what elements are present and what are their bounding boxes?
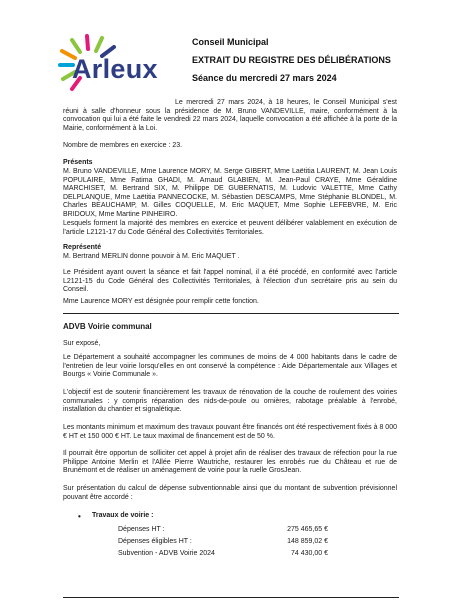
bullet-icon: • <box>78 512 81 521</box>
document-title: EXTRAIT DU REGISTRE DES DÉLIBÉRATIONS <box>192 55 391 65</box>
represente-heading: Représenté <box>63 244 102 251</box>
represente-text: M. Bertrand MERLIN donne pouvoir à M. Eric MAQUET . <box>63 253 240 260</box>
appel-paragraph: Le Président ayant ouvert la séance et fait l'appel nominal, il a été procédé, en conformité avec l'article L2121-15 du Code Général des Collectivités Territoriales, à l'élection d'un secrétaire pris au sein du Conseil. <box>63 269 397 294</box>
paragraph-departement: Le Département a souhaité accompagner les communes de moins de 4 000 habitants dans le cadre de l'entretien de leur voirie lorsqu'elles en ont conservé la compétence : Aide Départementale aux Villages et Bourgs « Voirie Communale ». <box>63 354 397 379</box>
paragraph-presentation: Sur présentation du calcul de dépense subventionnable ainsi que du montant de subvention prévisionnel pouvant être accordé : <box>63 485 397 501</box>
paragraph-objectif: L'objectif est de soutenir financièrement les travaux de rénovation de la couche de roulement des voiries communales : y compris réparation des nids-de-poule ou ornières, rabotage préalable à l'enrobé, installation du chantier et signalétique. <box>63 389 397 414</box>
row-subvention-label: Subvention - ADVB Voirie 2024 <box>118 550 215 557</box>
arleux-logo <box>58 34 176 92</box>
row-depenses-value: 275 465,65 € <box>287 526 328 533</box>
presents-list: M. Bruno VANDEVILLE, Mme Laurence MORY, M. Serge GIBERT, Mme Laëtitia LAURENT, M. Jean Louis POPULAIRE, Mme Fatima GHADI, M. Arnaud GLABIEN, M. Jean-Paul CRAYE, Mme Géraldine MARCHISET, M. Bertrand SIX, M. Philippe DE GUBERNATIS, M. Ludovic VALETTE, Mme Cathy DELPLANQUE, Mme Laëtitia PANNECOCKE, M. Sébastien DESCAMPS, Mme Stéphanie BLONDEL, M. Charles BEAUCHAMP, M. Gilles COQUELLE, M. Eric MAQUET, Mme Sophie LEFEBVRE, M. Eric BRIDOUX, Mme Martine PINHEIRO. <box>63 168 397 218</box>
paragraph-projet: Il pourrait être opportun de solliciter cet appel à projet afin de réaliser des travaux de réfection pour la rue Philippe Antoine Merlin et l'Allée Pierre Wautriche, restaurer les enrobés rue du Château et rue de Brunémont et de réaliser un aménagement de voirie pour la ruelle GrosJean. <box>63 450 397 475</box>
paragraph-montants: Les montants minimum et maximum des travaux pouvant être financés ont été respectivement fixés à 8 000 € HT et 150 000 € HT. Le taux maximal de financement est de 50 %. <box>63 424 397 440</box>
intro-paragraph: Le mercredi 27 mars 2024, à 18 heures, le Conseil Municipal s'est réuni à salle d'honneur sous la présidence de M. Bruno VANDEVILLE, maire, conformément à la convocation qui lui a été faite le vendredi 22 mars 2024, laquelle convocation a été affichée à la porte de la Mairie, conformément à la Loi. <box>63 99 397 132</box>
bottom-divider <box>63 597 399 598</box>
secretaire-text: Mme Laurence MORY est désignée pour remplir cette fonction. <box>63 298 259 305</box>
bullet-travaux: Travaux de voirie : <box>92 512 154 519</box>
row-eligibles-value: 148 859,02 € <box>287 538 328 545</box>
row-eligibles-label: Dépenses éligibles HT : <box>118 538 192 545</box>
row-depenses-label: Dépenses HT : <box>118 526 165 533</box>
expose-text: Sur exposé, <box>63 340 101 347</box>
council-name: Conseil Municipal <box>192 37 269 47</box>
logo-wordmark: Arleux <box>72 54 158 84</box>
presents-heading: Présents <box>63 159 93 166</box>
session-date: Séance du mercredi 27 mars 2024 <box>192 73 337 83</box>
quorum-text: Lesquels forment la majorité des membres en exercice et peuvent délibérer valablement en exécution de l'article L2121-17 du Code Général des Collectivités Territoriales. <box>63 220 397 236</box>
members-count: Nombre de membres en exercice : 23. <box>63 142 183 149</box>
row-subvention-value: 74 430,00 € <box>291 550 328 557</box>
section-title: ADVB Voirie communal <box>63 322 152 331</box>
top-divider <box>63 313 399 314</box>
